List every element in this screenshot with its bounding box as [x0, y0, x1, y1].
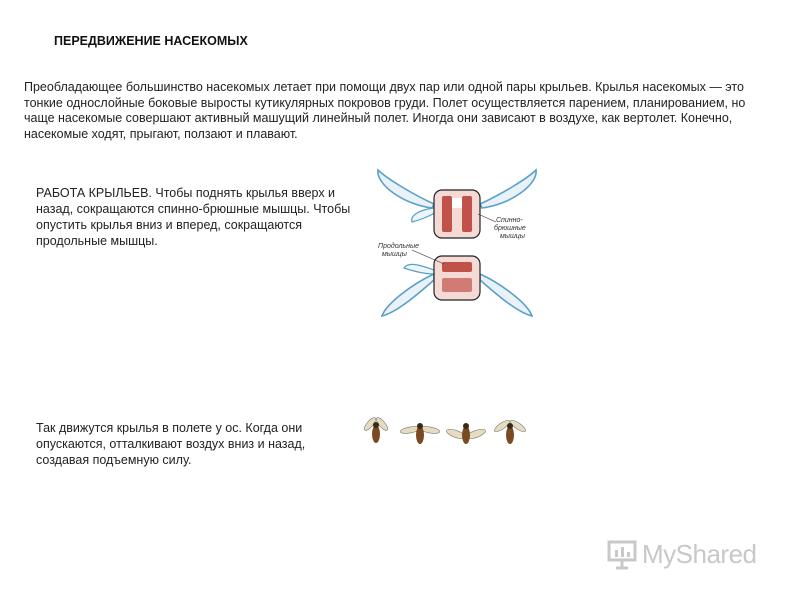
presentation-board-icon [606, 538, 638, 570]
wasp-flight-sequence [360, 410, 532, 452]
watermark-text: MyShared [642, 538, 757, 569]
label-dorsoventral-3: мышцы [500, 233, 525, 240]
myshared-watermark [606, 536, 757, 572]
label-longitudinal-2: мышцы [382, 251, 407, 258]
intro-paragraph: Преобладающее большинство насекомых летает при помощи двух пар или одной пары крыльев. Крылья насекомых — это тонкие однослойные боковые выросты кутикулярных покровов груди. Полет осуществляется парением, планированием, но чаще насекомые совершают активный машущий линейный полет. Иногда они зависают в воздухе, как вертолет. Конечно, насекомые ходят, прыгают, ползают и плавают. [24, 80, 746, 141]
wasp-3 [445, 423, 486, 444]
label-longitudinal-1: Продольные [378, 243, 419, 250]
page-title: ПЕРЕДВИЖЕНИЕ НАСЕКОМЫХ [54, 34, 248, 48]
wings-work-paragraph: РАБОТА КРЫЛЬЕВ. Чтобы поднять крылья вверх и назад, сокращаются спинно-брюшные мышцы. Чтобы опустить крылья вниз и вперед, сокращаются продольные мышцы. [36, 186, 351, 248]
wasp-flight-paragraph: Так движутся крылья в полете у ос. Когда они опускаются, отталкивают воздух вниз и назад, создавая подъемную силу. [36, 421, 306, 467]
label-dorsoventral-1: Спинно- [496, 217, 523, 224]
wings-down-figure [382, 256, 532, 316]
dorsoventral-pointer [478, 214, 496, 222]
wing-muscles-diagram [372, 164, 542, 322]
wasp-1 [363, 416, 390, 443]
label-dorsoventral-2: брюшные [494, 225, 526, 232]
wasp-4 [493, 418, 527, 444]
wasp-2 [400, 423, 441, 444]
